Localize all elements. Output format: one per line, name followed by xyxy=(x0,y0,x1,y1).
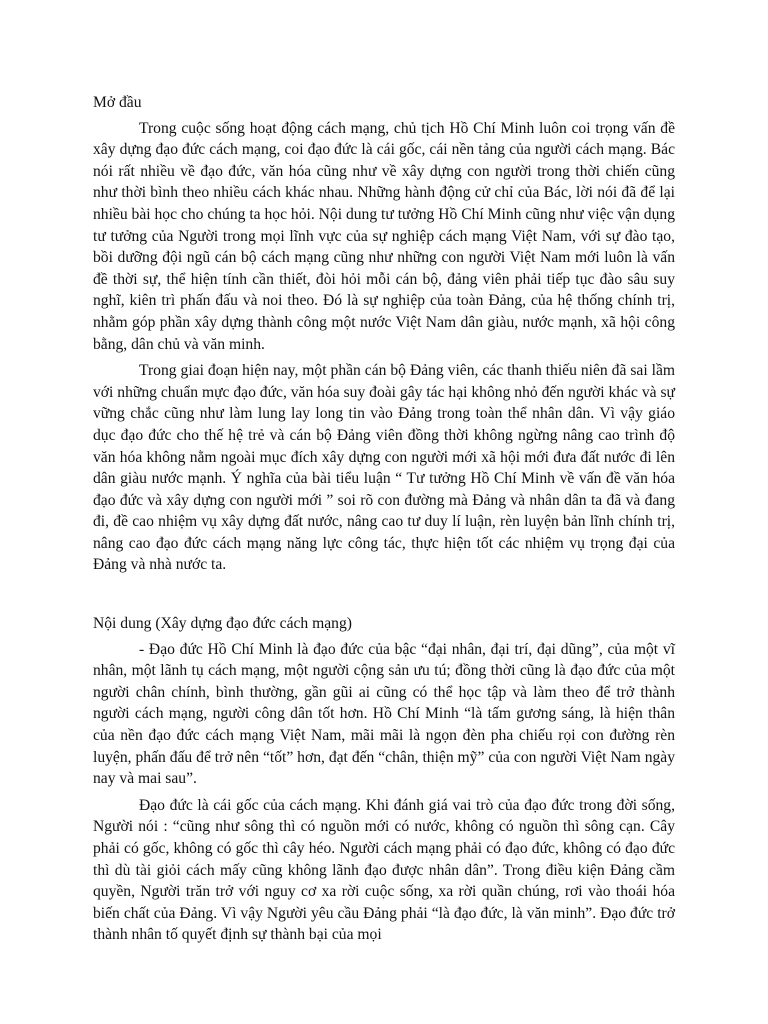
intro-heading: Mở đầu xyxy=(93,94,142,111)
content-paragraph-2: Đạo đức là cái gốc của cách mạng. Khi đánh giá vai trò của đạo đức trong đời sống, Người nói : “cũng như sông thì có nguồn mới có nước, không có nguồn thì sông cạn. Cây phải có gốc, không có gốc thì cây héo. Người cách mạng phải có đạo đức, không có đạo đức thì dù tài giỏi cách mấy cũng không lãnh đạo được nhân dân”. Trong điều kiện Đảng cầm quyền, Người trăn trở với nguy cơ xa rời cuộc sống, xa rời quần chúng, rơi vào thoái hóa biến chất của Đảng. Vì vậy Người yêu cầu Đảng phải “là đạo đức, là văn minh”. Đạo đức trở thành nhân tố quyết định sự thành bại của mọi xyxy=(93,796,675,944)
document-page xyxy=(93,92,675,951)
intro-paragraph-1: Trong cuộc sống hoạt động cách mạng, chủ tịch Hồ Chí Minh luôn coi trọng vấn đề xây dựng đạo đức cách mạng, coi đạo đức là cái gốc, cái nền tảng của người cách mạng. Bác nói rất nhiều về đạo đức, văn hóa cũng như về xây dựng con người trong thời chiến cũng như thời bình theo nhiều cách khác nhau. Những hành động cử chỉ của Bác, lời nói đã để lại nhiều bài học cho chúng ta học hỏi. Nội dung tư tưởng Hồ Chí Minh cũng như việc vận dụng tư tưởng của Người trong mọi lĩnh vực của sự nghiệp cách mạng Việt Nam, với sự đào tạo, bồi dưỡng đội ngũ cán bộ cách mạng cũng như những con người Việt Nam mới luôn là vấn đề thời sự, thể hiện tính cần thiết, đòi hỏi mỗi cán bộ, đảng viên phải tiếp tục đào sâu suy nghĩ, kiên trì phấn đấu và noi theo. Đó là sự nghiệp của toàn Đảng, của hệ thống chính trị, nhằm góp phần xây dựng thành công một nước Việt Nam dân giàu, nước mạnh, xã hội công bằng, dân chủ và văn minh. xyxy=(93,119,675,353)
content-paragraph-1: - Đạo đức Hồ Chí Minh là đạo đức của bậc “đại nhân, đại trí, đại dũng”, của một vĩ nhân, một lãnh tụ cách mạng, một người cộng sản ưu tú; đồng thời cũng là đạo đức của một người chân chính, bình thường, gần gũi ai cũng có thể học tập và làm theo để trở thành người cách mạng, người công dân tốt hơn. Hồ Chí Minh “là tấm gương sáng, là hiện thân của nền đạo đức cách mạng Việt Nam, mãi mãi là ngọn đèn pha chiếu rọi con đường rèn luyện, phấn đấu để trở nên “tốt” hơn, đạt đến “chân, thiện mỹ” của con người Việt Nam ngày nay và mai sau”. xyxy=(93,640,675,788)
content-heading: Nội dung (Xây dựng đạo đức cách mạng) xyxy=(93,615,352,633)
intro-paragraph-2: Trong giai đoạn hiện nay, một phần cán bộ Đảng viên, các thanh thiếu niên đã sai lầm với những chuẩn mực đạo đức, văn hóa suy đoài gây tác hại không nhỏ đến người khác và sự vững chắc cũng như làm lung lay long tin vào Đảng trong toàn thể nhân dân. Vì vậy giáo dục đạo đức cho thế hệ trẻ và cán bộ Đảng viên đồng thời không ngừng nâng cao trình độ văn hóa không nằm ngoài mục đích xây dựng con người mới xã hội mới đưa đất nước đi lên dân giàu nước mạnh. Ý nghĩa của bài tiểu luận “ Tư tưởng Hồ Chí Minh về vấn đề văn hóa đạo đức và xây dựng con người mới ” soi rõ con đường mà Đảng và nhân dân ta đã và đang đi, đề cao nhiệm vụ xây dựng đất nước, nâng cao tư duy lí luận, rèn luyện bản lĩnh chính trị, nâng cao đạo đức cách mạng năng lực công tác, thực hiện tốt các nhiệm vụ trọng đại của Đảng và nhà nước ta. xyxy=(93,362,675,574)
section-spacer xyxy=(93,581,675,613)
